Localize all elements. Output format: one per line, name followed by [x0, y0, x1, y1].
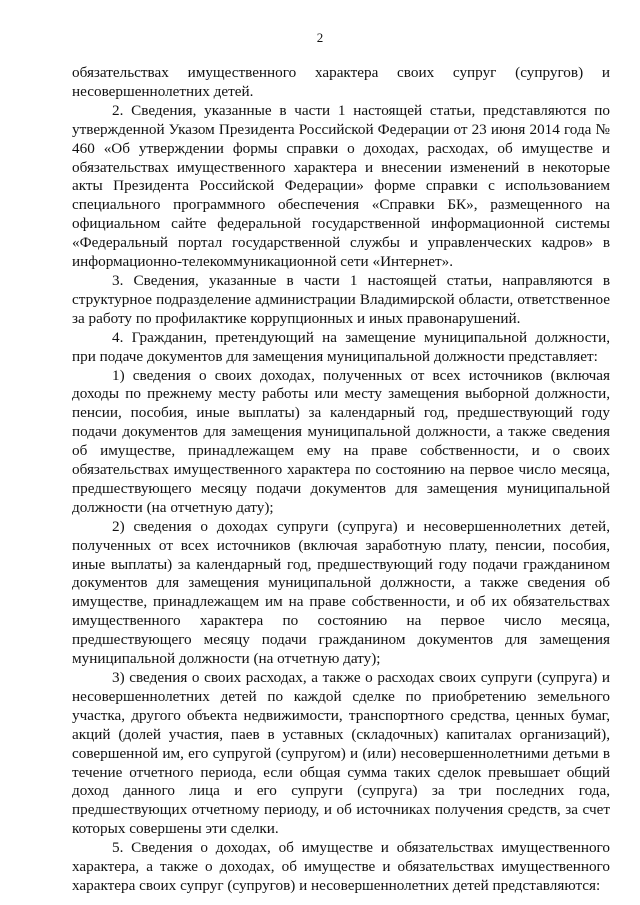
paragraph-continuation: обязательствах имущественного характера своих супруг (супругов) и несовершеннолетних детей.	[72, 64, 610, 100]
paragraph-3: 3. Сведения, указанные в части 1 настоящей статьи, направляются в структурное подразделение администрации Владимирской области, ответственное за работу по профилактике коррупционных и иных правонарушений.	[72, 271, 610, 327]
paragraph-5: 5. Сведения о доходах, об имуществе и обязательствах имущественного характера, а также о доходах, об имуществе и обязательствах имущественного характера своих супруг (супругов) и несовершеннолетних детей представляются:	[72, 839, 610, 894]
paragraph-4-item-3: 3) сведения о своих расходах, а также о расходах своих супруги (супруга) и несовершеннолетних детей по каждой сделке по приобретению земельного участка, другого объекта недвижимости, транспортного средства, ценных бумаг, акций (долей участия, паев в уставных (складочных) капиталах организаций), совершенной им, его супругой (супругом) и (или) несовершеннолетними детьми в течение отчетного периода, если общая сумма таких сделок превышает общий доход данного лица и его супруги (супруга) за три последних года, предшествующих отчетному периоду, и об источниках получения средств, за счет которых совершены эти сделки.	[72, 669, 610, 838]
paragraph-4: 4. Гражданин, претендующий на замещение муниципальной должности, при подаче документов для замещения муниципальной должности представляет:	[72, 328, 610, 365]
paragraph-4-item-1: 1) сведения о своих доходах, полученных от всех источников (включая доходы по прежнему месту работы или месту замещения выборной должности, пенсии, пособия, иные выплаты) за календарный год, предшествующий году подачи документов для замещения муниципальной должности, а также сведения об имуществе, принадлежащем ему на праве собственности, и о своих обязательствах имущественного характера по состоянию на первое число месяца, предшествующего месяцу подачи документов для замещения муниципальной должности (на отчетную дату);	[72, 366, 610, 516]
paragraph-2: 2. Сведения, указанные в части 1 настоящей статьи, представляются по утвержденной Указом Президента Российской Федерации от 23 июня 2014 года № 460 «Об утверждении формы справки о доходах, расходах, об имуществе и обязательствах имущественного характера и внесении изменений в некоторые акты Президента Российской Федерации» форме справки с использованием специального программного обеспечения «Справки БК», размещенного на официальном сайте федеральной государственной информационной системы «Федеральный портал государственной службы и управленческих кадров» в информационно-телекоммуникационной сети «Интернет».	[72, 101, 610, 271]
page-number: 2	[316, 30, 324, 45]
paragraph-4-item-2: 2) сведения о доходах супруги (супруга) и несовершеннолетних детей, полученных от всех источников (включая заработную плату, пенсии, пособия, иные выплаты) за календарный год, предшествующий году подачи гражданином документов для замещения муниципальной должности, а также сведения об имуществе, принадлежащем им на праве собственности, и об их обязательствах имущественного характера по состоянию на первое число месяца, предшествующего месяцу подачи гражданином документов для замещения муниципальной должности (на отчетную дату);	[72, 517, 610, 668]
document-body	[72, 64, 610, 896]
